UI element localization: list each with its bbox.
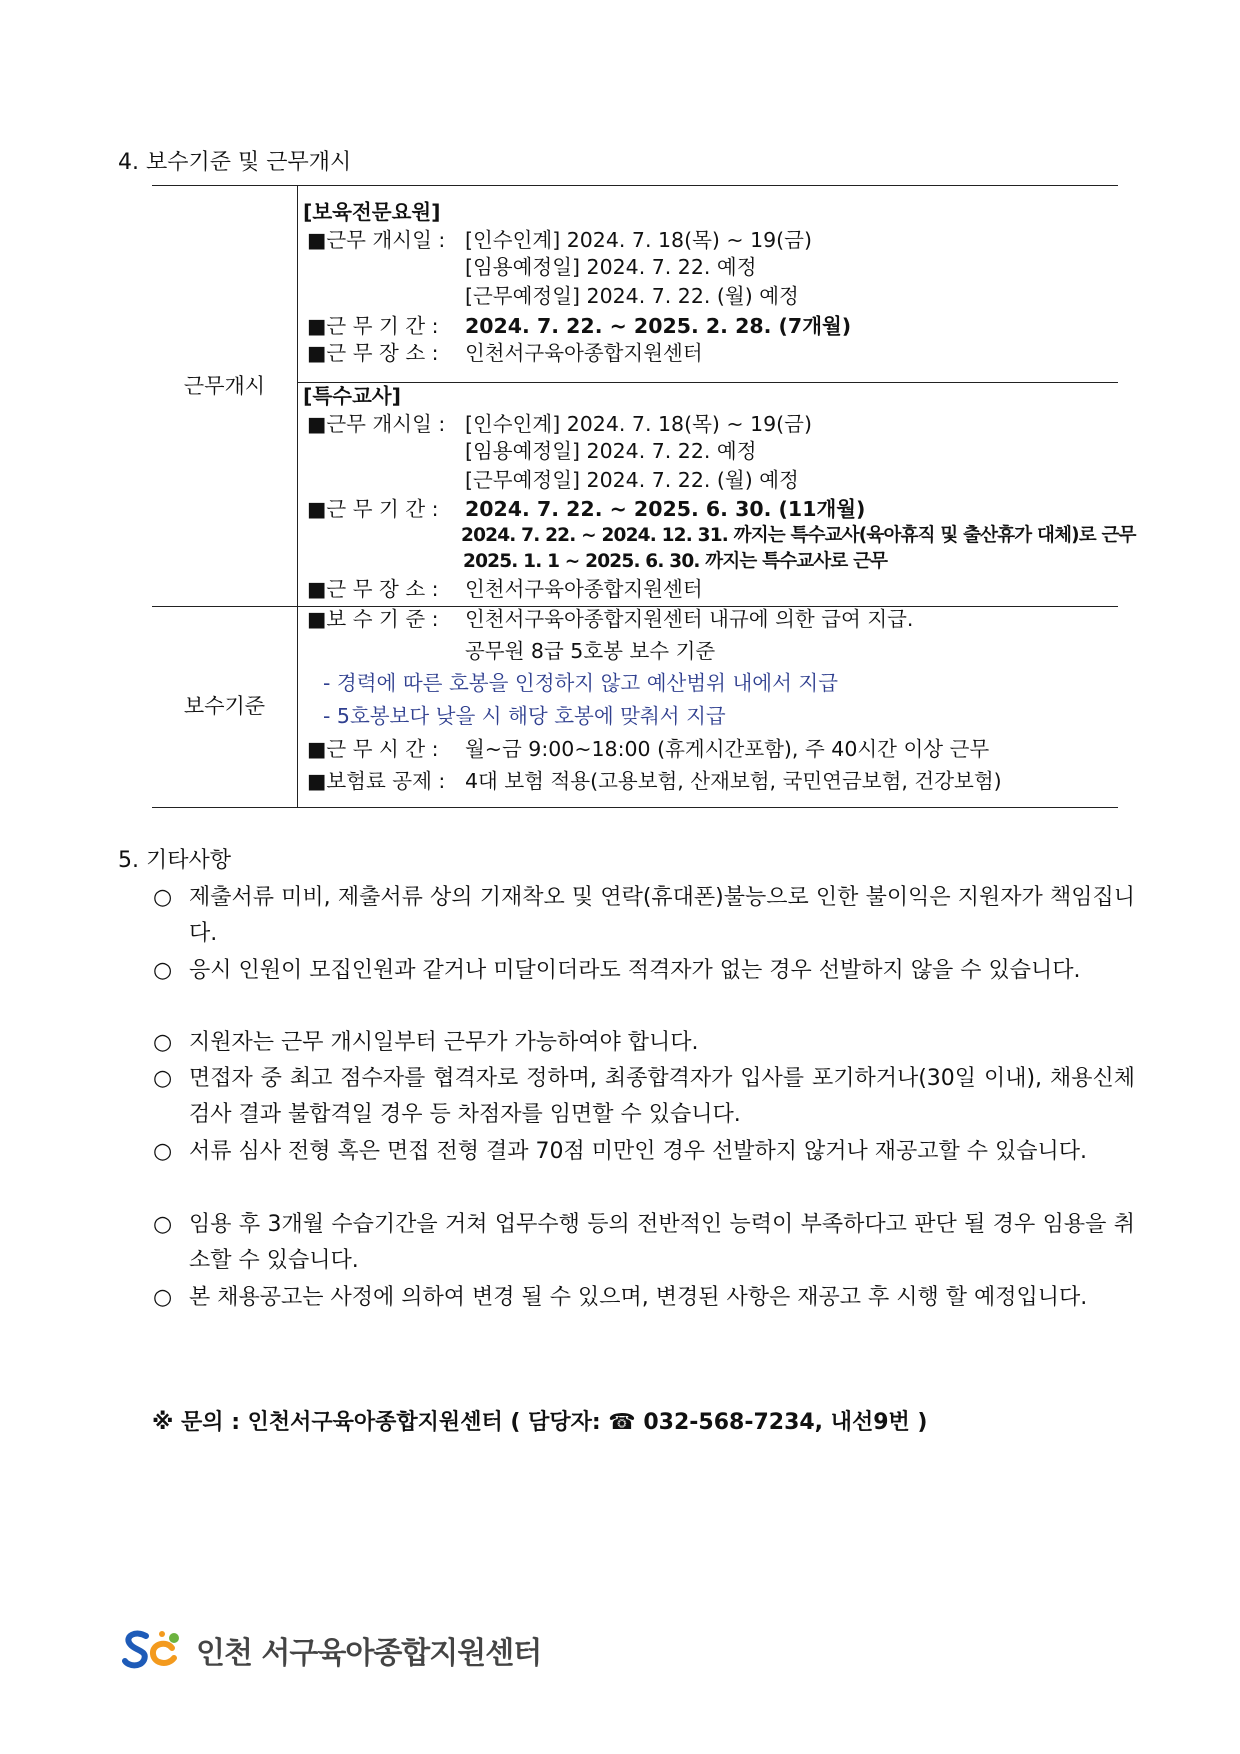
pay-standard-label: ■보 수 기 준 : [307, 607, 439, 631]
table-divider [297, 186, 298, 807]
block-title: [보육전문요원] [303, 200, 441, 224]
start-date-work: [근무예정일] 2024. 7. 22. (월) 예정 [465, 468, 799, 492]
list-item-text: 서류 심사 전형 혹은 면접 전형 결과 70점 미만인 경우 선발하지 않거나 재공고할 수 있습니다. [189, 1139, 1087, 1164]
circle-bullet-icon: ○ [153, 1285, 173, 1310]
row-label-pay: 보수기준 [183, 694, 266, 718]
sc-logo-icon [122, 1628, 186, 1672]
start-date-handover: [인수인계] 2024. 7. 18(목) ~ 19(금) [465, 412, 812, 436]
circle-bullet-icon: ○ [153, 885, 173, 910]
place-label: ■근 무 장 소 : [307, 341, 439, 365]
block-divider [297, 382, 1118, 383]
contact-info: ※ 문의 : 인천서구육아종합지원센터 ( 담당자: ☎ 032-568-7234, 내선9번 ) [152, 1410, 928, 1435]
pay-and-start-table [152, 185, 1136, 808]
block-title: [특수교사] [303, 384, 401, 408]
period-label: ■근 무 기 간 : [307, 314, 439, 338]
pay-note-1: - 경력에 따른 호봉을 인정하지 않고 예산범위 내에서 지급 [323, 671, 838, 695]
circle-bullet-icon: ○ [153, 958, 173, 983]
insurance-label: ■보험료 공제 : [307, 769, 446, 793]
start-date-appoint: [임용예정일] 2024. 7. 22. 예정 [465, 439, 757, 463]
period-label: ■근 무 기 간 : [307, 497, 439, 521]
place-label: ■근 무 장 소 : [307, 577, 439, 601]
circle-bullet-icon: ○ [153, 1139, 173, 1164]
start-date-work: [근무예정일] 2024. 7. 22. (월) 예정 [465, 284, 799, 308]
footer-logo [122, 1628, 541, 1672]
list-item-text: 지원자는 근무 개시일부터 근무가 가능하여야 합니다. [189, 1030, 699, 1055]
period-value: 2024. 7. 22. ~ 2025. 6. 30. (11개월) [465, 497, 866, 521]
pay-standard-value: 인천서구육아종합지원센터 내규에 의한 급여 지급. [465, 607, 914, 631]
list-item-text: 응시 인원이 모집인원과 같거나 미달이더라도 적격자가 없는 경우 선발하지 않을 수 있습니다. [189, 958, 1081, 983]
list-item-text: 본 채용공고는 사정에 의하여 변경 될 수 있으며, 변경된 사항은 재공고 후 시행 할 예정입니다. [189, 1285, 1088, 1310]
hours-label: ■근 무 시 간 : [307, 737, 439, 761]
circle-bullet-icon: ○ [153, 1030, 173, 1055]
place-value: 인천서구육아종합지원센터 [465, 577, 703, 601]
place-value: 인천서구육아종합지원센터 [465, 341, 703, 365]
row-label-work-start: 근무개시 [183, 374, 266, 398]
pay-note-2: - 5호봉보다 낮을 시 해당 호봉에 맞춰서 지급 [323, 704, 726, 728]
list-item-text: 제출서류 미비, 제출서류 상의 기재착오 및 연락(휴대폰)불능으로 인한 불이익은 지원자가 책임집니다. [189, 885, 1135, 946]
insurance-value: 4대 보험 적용(고용보험, 산재보험, 국민연금보험, 건강보험) [465, 769, 1002, 793]
footer-org-name: 인천 서구육아종합지원센터 [196, 1636, 542, 1671]
start-date-appoint: [임용예정일] 2024. 7. 22. 예정 [465, 255, 757, 279]
list-item-text: 임용 후 3개월 수습기간을 거쳐 업무수행 등의 전반적인 능력이 부족하다고 판단 될 경우 임용을 취소할 수 있습니다. [189, 1212, 1135, 1273]
pay-standard-value-2: 공무원 8급 5호봉 보수 기준 [465, 639, 716, 663]
hours-value: 월~금 9:00~18:00 (휴게시간포함), 주 40시간 이상 근무 [465, 737, 990, 761]
period-note-2: 2025. 1. 1 ~ 2025. 6. 30. 까지는 특수교사로 근무 [463, 551, 888, 572]
period-note-1: 2024. 7. 22. ~ 2024. 12. 31. 까지는 특수교사(육아휴직 및 출산휴가 대체)로 근무 [461, 525, 1136, 546]
list-item-text: 면접자 중 최고 점수자를 협격자로 정하며, 최종합격자가 입사를 포기하거나(30일 이내), 채용신체 검사 결과 불합격일 경우 등 차점자를 임면할 수 있습니다. [189, 1066, 1135, 1127]
section-4-heading: 4. 보수기준 및 근무개시 [118, 150, 352, 175]
section-5-heading: 5. 기타사항 [118, 848, 231, 873]
start-date-label: ■근무 개시일 : [307, 412, 446, 436]
circle-bullet-icon: ○ [153, 1212, 173, 1237]
circle-bullet-icon: ○ [153, 1066, 173, 1091]
start-date-handover: [인수인계] 2024. 7. 18(목) ~ 19(금) [465, 228, 812, 252]
start-date-label: ■근무 개시일 : [307, 228, 446, 252]
period-value: 2024. 7. 22. ~ 2025. 2. 28. (7개월) [465, 314, 852, 338]
